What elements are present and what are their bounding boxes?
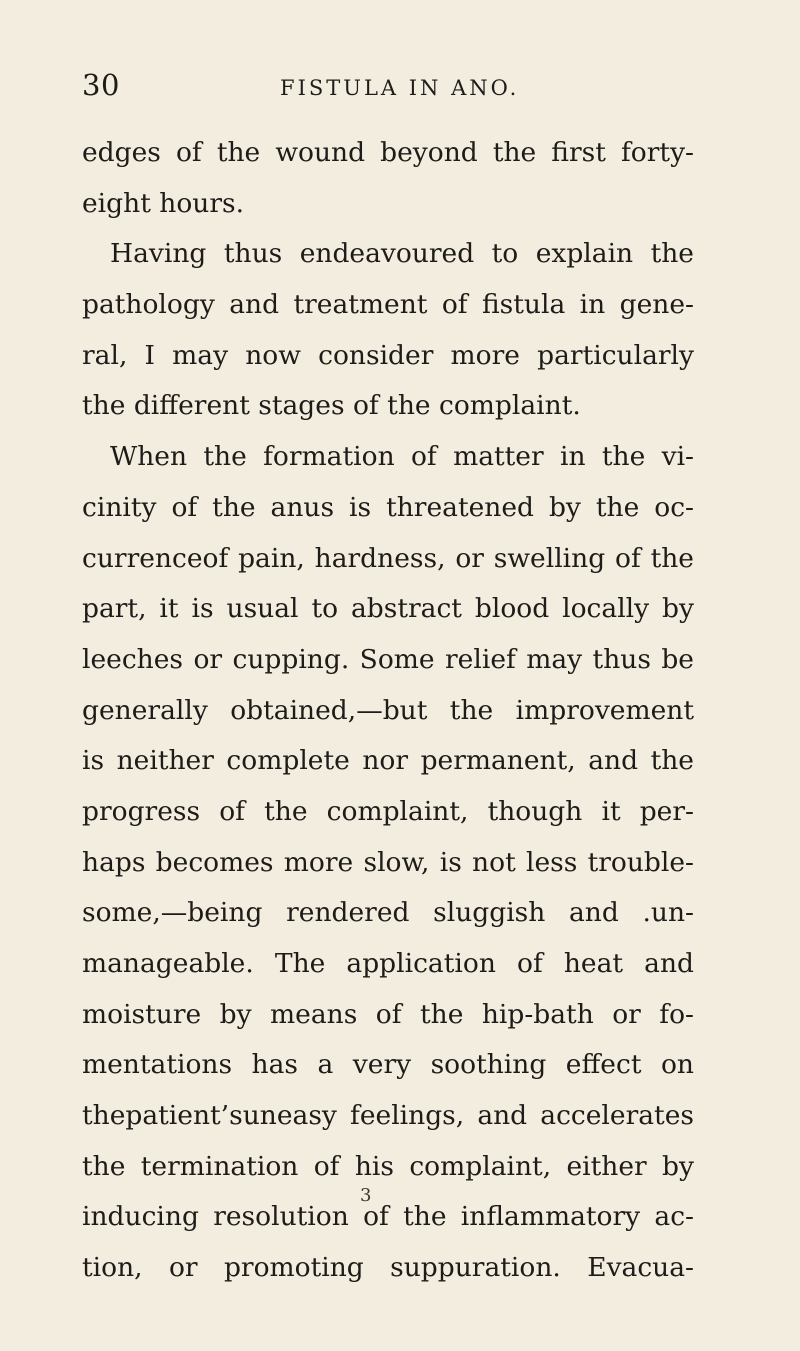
- text-line: some,—being rendered sluggish and .un-: [82, 897, 694, 929]
- body-text: [82, 128, 694, 1294]
- text-line: ral, I may now consider more particularly: [82, 339, 694, 371]
- text-line: When the formation of matter in the vi-: [110, 441, 694, 473]
- signature-mark: 3: [360, 1185, 372, 1206]
- text-line: generally obtained,—but the improvement: [82, 694, 694, 726]
- page-number: 30: [82, 68, 120, 102]
- text-line: eight hours.: [82, 187, 245, 219]
- text-line: pathology and treatment of fistula in gene-: [82, 289, 694, 321]
- text-line: leeches or cupping. Some relief may thus be: [82, 643, 694, 675]
- text-line: haps becomes more slow, is not less trouble-: [82, 846, 694, 878]
- running-title: FISTULA IN ANO.: [280, 76, 520, 100]
- text-line: currenceof pain, hardness, or swelling of the: [82, 542, 694, 574]
- text-line: tion, or promoting suppuration. Evacua-: [82, 1252, 694, 1284]
- text-line: cinity of the anus is threatened by the oc-: [82, 491, 694, 523]
- text-line: the termination of his complaint, either by: [82, 1150, 694, 1182]
- text-line: is neither complete nor permanent, and the: [82, 745, 694, 777]
- text-line: progress of the complaint, though it per-: [82, 795, 694, 827]
- text-line: manageable. The application of heat and: [82, 948, 694, 979]
- text-line: moisture by means of the hip-bath or fo-: [82, 998, 694, 1030]
- text-line: mentations has a very soothing effect on: [82, 1049, 694, 1081]
- text-line: part, it is usual to abstract blood locally by: [82, 593, 694, 625]
- text-line: thepatient’suneasy feelings, and accelerates: [82, 1100, 694, 1132]
- text-line: Having thus endeavoured to explain the: [110, 238, 694, 270]
- text-line: the different stages of the complaint.: [82, 390, 581, 422]
- text-line: inducing resolution of the inflammatory ac-: [82, 1201, 694, 1233]
- text-line: edges of the wound beyond the first forty-: [82, 137, 694, 168]
